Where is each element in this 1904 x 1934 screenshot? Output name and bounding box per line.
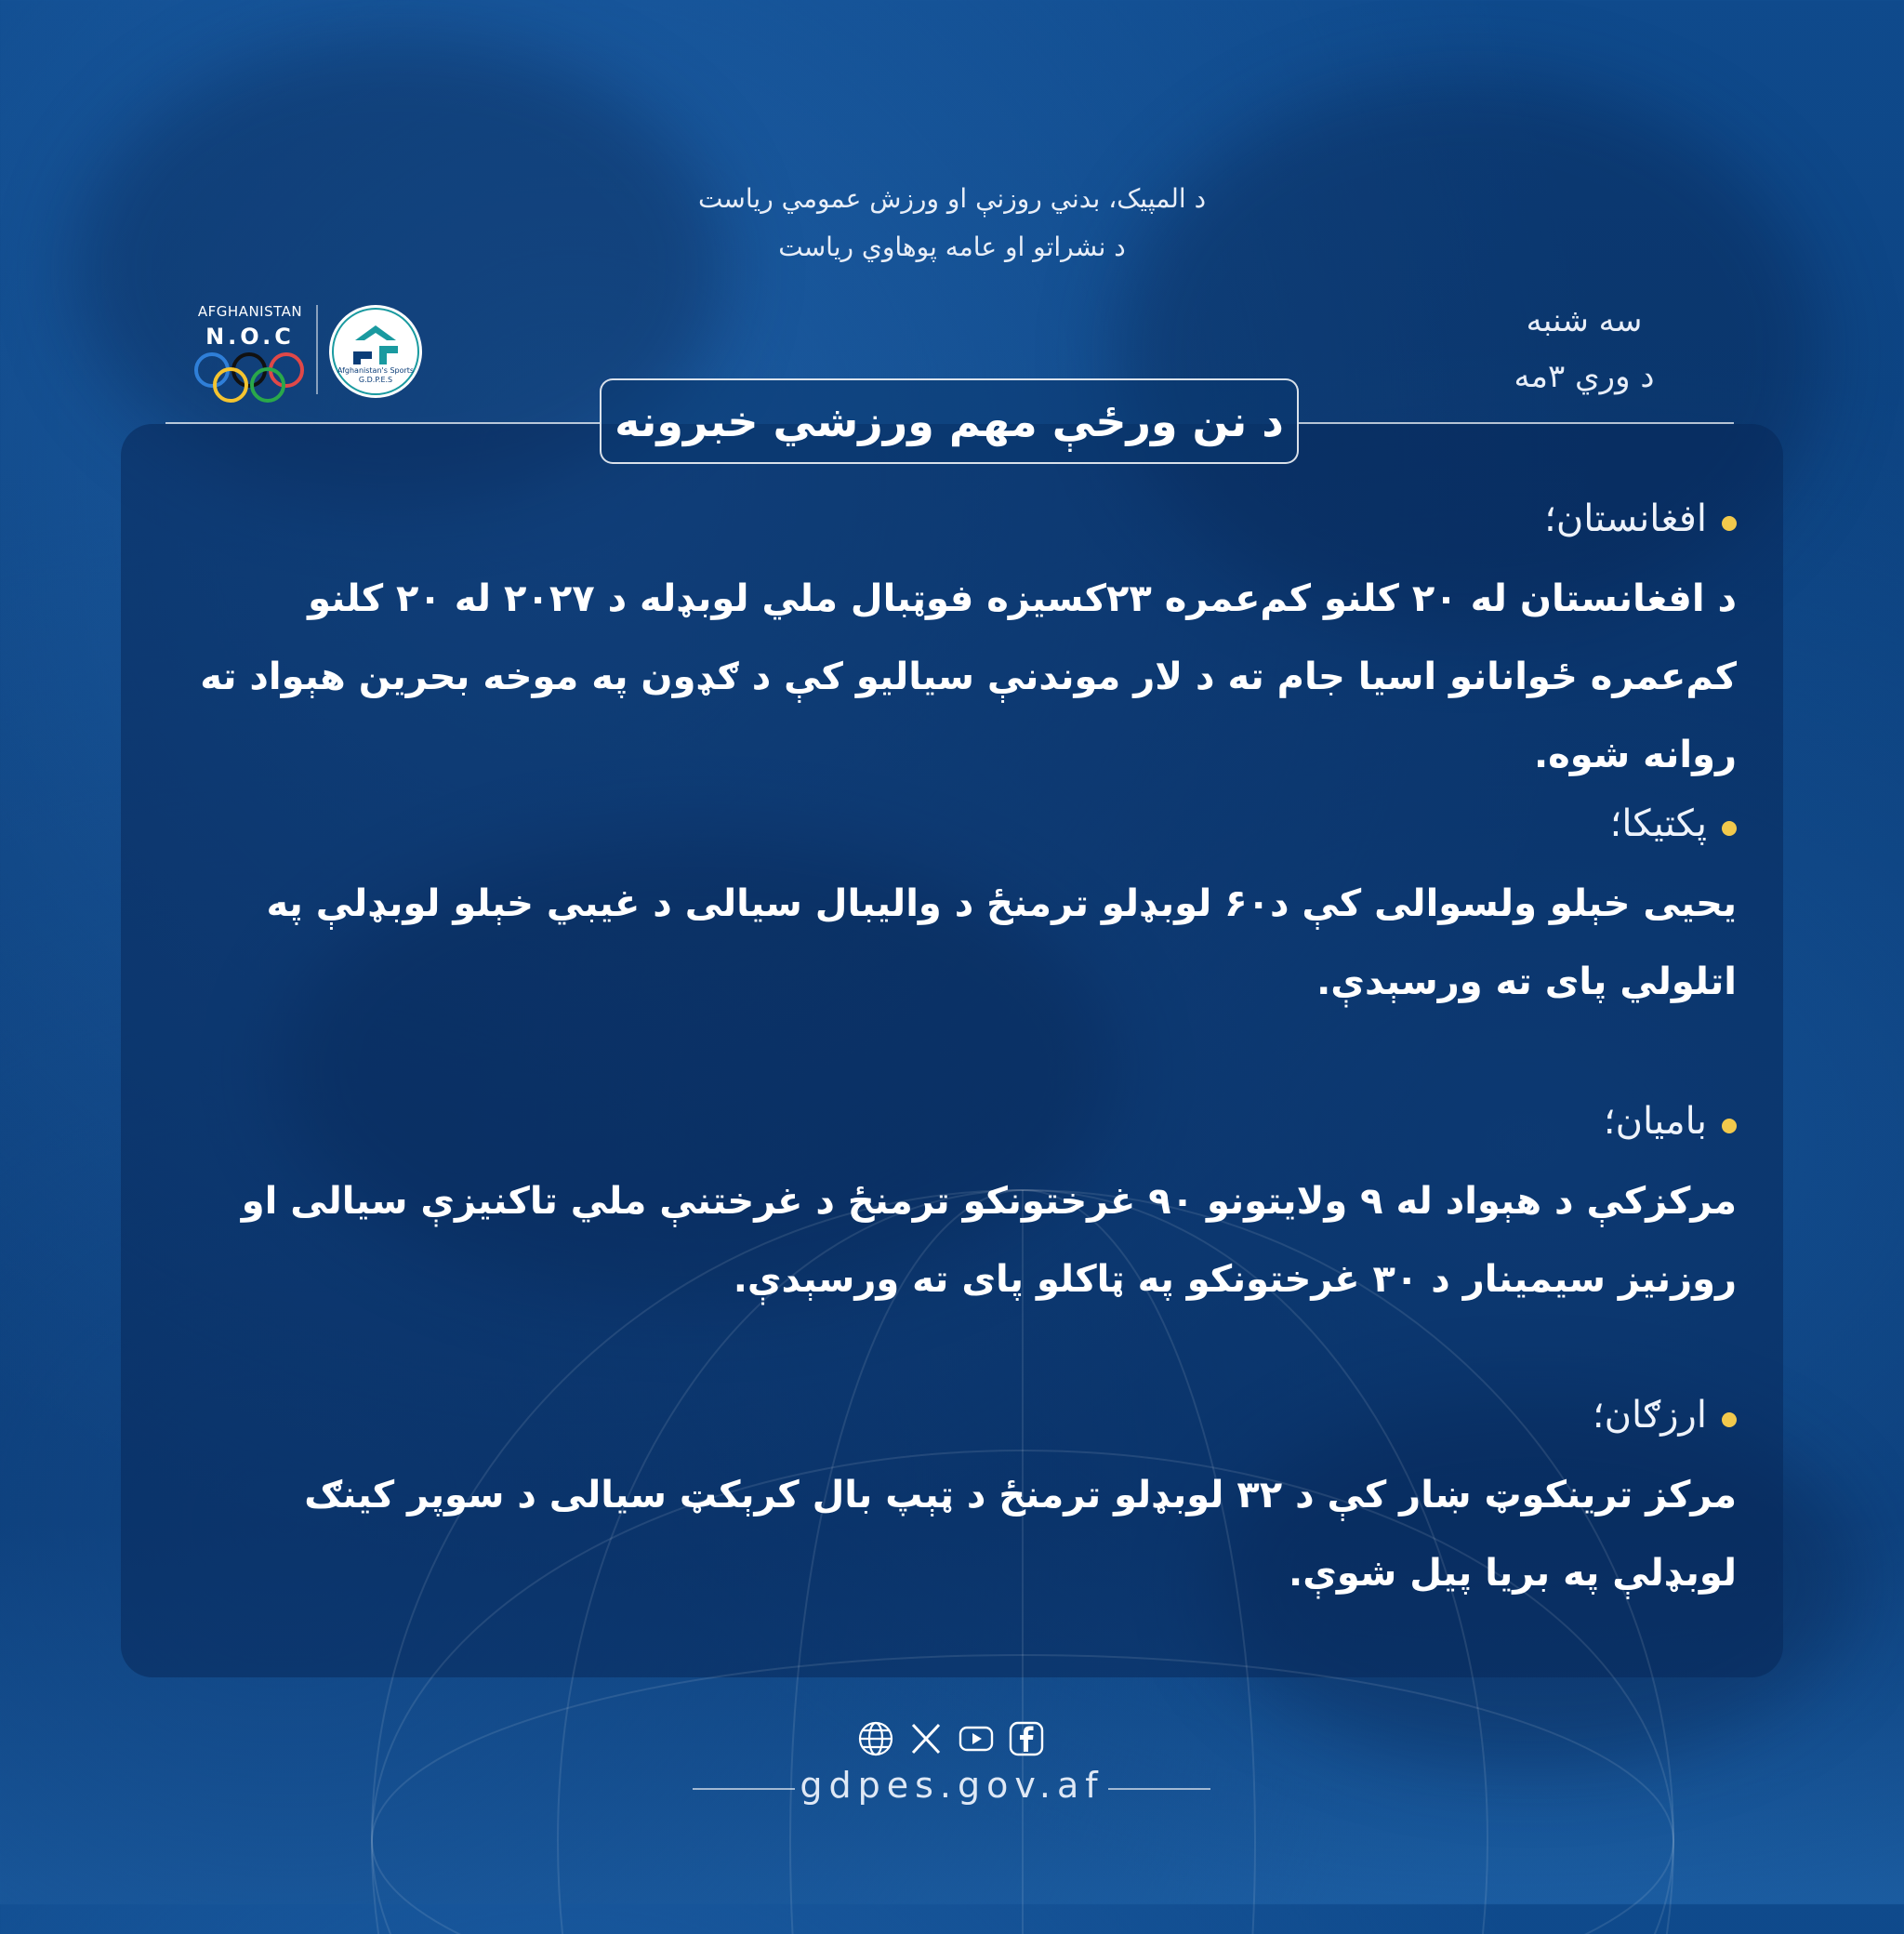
news-item — [186, 796, 1737, 1021]
news-text: مرکزکې د هېواد له ۹ ولایتونو ۹۰ غرختونکو ترمنځ د غرختنې ملي تاکنیزې سیالی او روزنیز سیمینار د ۳۰ غرختونکو په ټاکلو پای ته ورسېدې. — [241, 1180, 1737, 1301]
news-text: یحیی خېلو ولسوالی کې د۶۰ لوبډلو ترمنځ د والیبال سیالی د غیبي خېلو لوبډلې په اتلولي پای ته ورسېدې. — [266, 882, 1737, 1003]
olympic-rings-icon — [192, 350, 309, 405]
facebook-icon[interactable] — [1008, 1720, 1045, 1757]
org-line-1: د المپیک، بدني روزنې او ورزش عمومي ریاست — [697, 183, 1207, 214]
gdpes-logo-label: Afghanistan's Sports G.D.P.E.S — [337, 366, 415, 384]
date: د وري ۳مه — [1514, 358, 1655, 395]
weekday: سه شنبه — [1526, 302, 1643, 339]
bullet-icon — [1722, 1119, 1737, 1133]
logos — [192, 299, 433, 402]
news-item — [186, 1093, 1737, 1318]
title-rule-right — [1299, 422, 1734, 424]
news-text: مرکز ترینکوټ ښار کې د ۳۲ لوبډلو ترمنځ د ټېپ بال کرېکټ سیالی د سوپر کینګ لوبډلې په بریا پیل شوې. — [304, 1474, 1737, 1595]
social-icons — [857, 1720, 1047, 1763]
bullet-icon — [1722, 516, 1737, 531]
bullet-icon — [1722, 821, 1737, 836]
date-block — [1463, 293, 1705, 404]
organization-header — [0, 175, 1904, 272]
title-rule-left — [165, 422, 600, 424]
website-link[interactable]: gdpes.gov.af — [800, 1765, 1104, 1806]
globe-icon[interactable] — [857, 1720, 894, 1757]
news-text: د افغانستان له ۲۰ کلنو کم‌عمره ۲۳کسیزه فوټبال ملي لوبډله د ۲۰۲۷ له ۲۰ کلنو کم‌عمره ځوانانو اسیا جام ته د لار موندنې سیالیو کې د ګډون په موخه بحرین هېواد ته روانه شوه. — [200, 577, 1737, 776]
youtube-icon[interactable] — [958, 1720, 995, 1757]
footer-rule-left — [693, 1788, 795, 1790]
news-province: افغانستان؛ — [1544, 497, 1707, 540]
news-item-header — [186, 796, 1737, 852]
news-province: پکتیکا؛ — [1609, 802, 1707, 845]
noc-country-label: AFGHANISTAN — [197, 303, 303, 320]
news-province: بامیان؛ — [1603, 1100, 1707, 1143]
news-item-header — [186, 491, 1737, 547]
footer-rule-right — [1108, 1788, 1210, 1790]
noc-label: N.O.C — [205, 324, 295, 350]
news-item — [186, 1387, 1737, 1612]
x-icon[interactable] — [907, 1720, 945, 1757]
logo-divider — [316, 305, 318, 394]
news-item-header — [186, 1387, 1737, 1443]
bullet-icon — [1722, 1412, 1737, 1427]
news-province: ارزګان؛ — [1592, 1394, 1707, 1437]
gdpes-logo-icon — [327, 303, 424, 400]
news-item — [186, 491, 1737, 794]
page-title — [600, 378, 1299, 464]
news-item-header — [186, 1093, 1737, 1149]
page-title-text: د نن ورځې مهم ورزشي خبرونه — [615, 396, 1284, 446]
org-line-2: د نشراتو او عامه پوهاوي ریاست — [778, 232, 1126, 262]
